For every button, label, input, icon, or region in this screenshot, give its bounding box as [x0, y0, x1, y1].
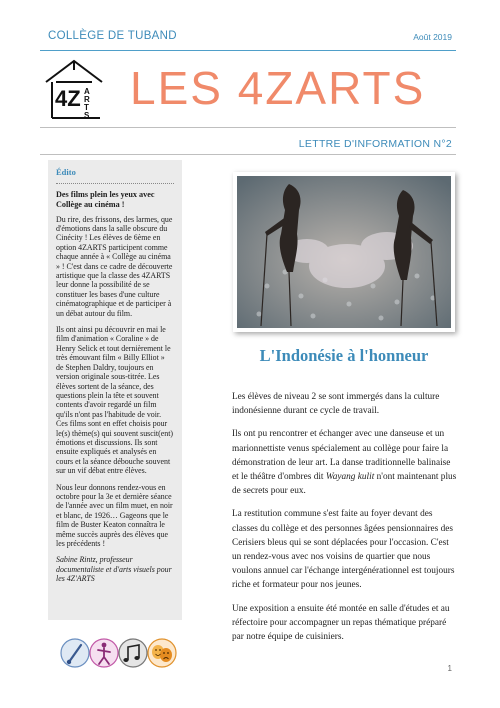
edito-label: Édito: [56, 168, 174, 184]
edito-paragraph: Du rire, des frissons, des larmes, que d'émotions dans la salle obscure du Cinécity ! Les élèves de 6ème en option 4ZARTS participent comme chaque année à « Collège au cinéma » ! C'est dans ce cadre de découverte artistique que la classe des 4ZARTS leur donne la possibilité de se constituer les bases d'une culture cinématographique et de participer à un débat autour du film.: [56, 214, 173, 318]
theater-masks-icon: [148, 639, 176, 667]
svg-text:T: T: [84, 103, 89, 112]
header-rule-bottom: [40, 154, 456, 155]
edito-title: Des films plein les yeux avec Collège au cinéma !: [56, 190, 155, 209]
shadow-puppet-photo: [233, 172, 455, 332]
header-rule-top: [40, 127, 456, 128]
dancer-icon: [90, 639, 118, 667]
edito-paragraph: Ils ont ainsi pu découvrir en mai le film d'animation « Coraline » de Henry Selick et tout dernièrement le très émouvant film « Billy Elliot » de Stephen Daldry, toujours en version originale sous-titrée. Les élèves sortent de la séance, des questions plein la tête et souvent contents d'avoir regardé un film qu'ils n'ont pas l'habitude de voir. Ces films sont en effet choisis pour le(s) thème(s) qui souvent suscit(ent) émotions et discussions. Ils sont ensuite expliqués et analysés en cours et la séance débouche souvent sur un vif débat entre élèves.: [56, 325, 174, 476]
svg-text:R: R: [84, 95, 90, 104]
issue-date: Août 2019: [413, 32, 452, 42]
4zarts-logo: [42, 58, 106, 120]
wayang-puppet-image: [237, 176, 451, 328]
edito-paragraph: Nous leur donnons rendez-vous en octobre pour la 3e et dernière séance de l'année avec un film muet, en noir et blanc, de 1926… Gageons que le film de Buster Keaton connaîtra le même succès auprès des élèves que les précédents !: [56, 482, 173, 548]
arts-icons-row: [60, 636, 178, 670]
article-paragraph: Une exposition a ensuite été montée en salle d'études et au réfectoire pour accompagner un repas thématique préparé par notre équipe de cuisiniers.: [232, 603, 450, 643]
edito-sidebar: [48, 160, 182, 620]
wayang-kulit-term: Wayang kulit: [325, 472, 375, 483]
article-paragraph: Les élèves de niveau 2 se sont immergés dans la culture indonésienne durant ce cycle de travail.: [232, 392, 440, 417]
svg-text:4Z: 4Z: [55, 86, 81, 111]
article-paragraph: La restitution commune s'est faite au foyer devant des classes du collège et des personnes âgées pensionnaires des Cerisiers bleus qui se sont déplacées pour l'occasion. C'est un rendez-vous avec nos voisins de quartier que nous voulons annuel car l'échange intergénérationnel est toujours riche et formateur pour nos jeunes.: [232, 509, 455, 591]
edito-signature: Sabine Rintz, professeur documentaliste et d'arts visuels pour les 4Z'ARTS: [56, 555, 172, 584]
svg-text:A: A: [84, 87, 90, 96]
paintbrush-icon: [61, 639, 89, 667]
svg-text:S: S: [84, 111, 90, 120]
article-title: L'Indonésie à l'honneur: [259, 346, 429, 365]
masthead-title: LES 4ZARTS: [130, 62, 426, 114]
newsletter-label: LETTRE D'INFORMATION N°2: [298, 138, 452, 150]
page-number: 1: [447, 664, 452, 673]
article-body: [232, 390, 458, 653]
article-paragraph: Ils ont pu rencontrer et échanger avec une danseuse et un marionnettiste venus spécialement au collège pour faire la démonstration de leur art. La danse traditionnelle balinaise et le théâtre d'ombres dit Wayang kulit n'ont maintenant plus de secrets pour eux.: [232, 429, 457, 497]
school-name: COLLÈGE DE TUBAND: [48, 30, 177, 42]
music-notes-icon: [119, 639, 147, 667]
top-rule: [40, 50, 456, 51]
